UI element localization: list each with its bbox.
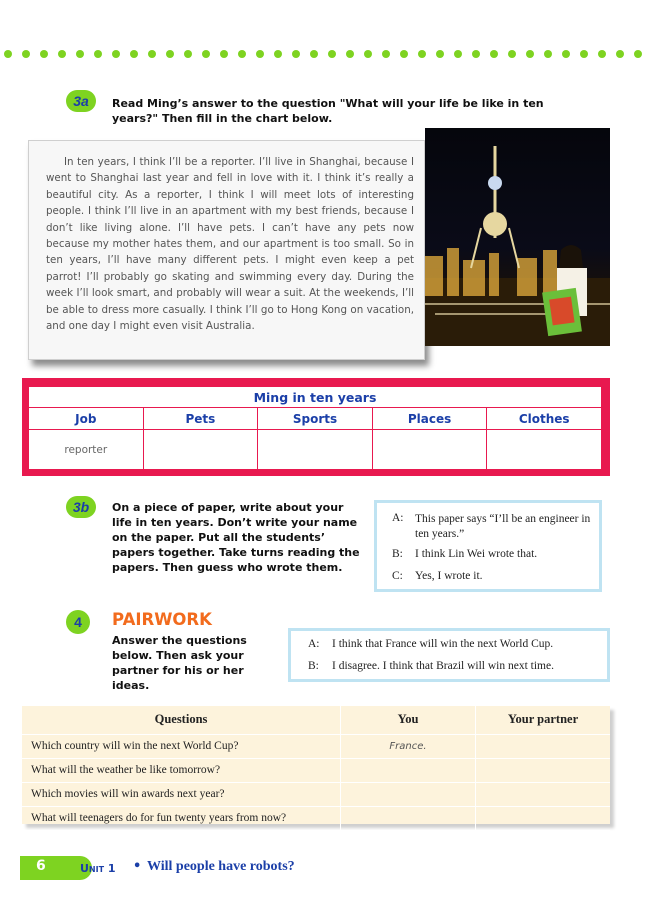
qtable-question-3: Which movies will win awards next year? <box>22 782 341 806</box>
footer-unit: Unit 1 <box>80 862 116 875</box>
qtable-header-questions: Questions <box>22 706 341 734</box>
questions-table <box>22 706 610 831</box>
footer-unit-title: Will people have robots? <box>147 859 295 874</box>
footer-bullet: • <box>133 859 142 874</box>
dialog-4-line-b: I disagree. I think that Brazil will win next time. <box>332 660 554 672</box>
dialog-4-speaker-a: A: <box>308 638 320 650</box>
qtable-answer-you-4[interactable] <box>341 806 476 830</box>
chart-header-job: Job <box>29 408 144 430</box>
dialog-3b-line-a: This paper says “I’ll be an engineer in ten years.” <box>415 513 591 540</box>
dialog-3b-speaker-c: C: <box>392 570 403 582</box>
top-dotted-border <box>0 48 650 60</box>
dialog-4-line-a: I think that France will win the next World Cup. <box>332 638 554 650</box>
pearl-tower-image <box>425 128 610 346</box>
qtable-answer-you-3[interactable] <box>341 782 476 806</box>
qtable-answer-partner-2[interactable] <box>476 758 611 782</box>
instruction-3a: Read Ming’s answer to the question "What will your life be like in ten years?" Then fill in the chart below. <box>112 97 544 125</box>
dialog-3b-speaker-a: A: <box>392 512 404 524</box>
qtable-answer-partner-4[interactable] <box>476 806 611 830</box>
qtable-header-you: You <box>341 706 476 734</box>
dialog-3b-line-b: I think Lin Wei wrote that. <box>415 548 538 560</box>
badge-3b: 3b <box>66 496 96 518</box>
chart-header-places: Places <box>372 408 487 430</box>
ming-chart <box>28 386 602 470</box>
badge-4: 4 <box>66 610 90 634</box>
chart-cell-job[interactable]: reporter <box>29 430 144 470</box>
dialog-3b-speaker-b: B: <box>392 548 403 560</box>
instruction-3b: On a piece of paper, write about your life in ten years. Don’t write your name on the paper. Put all the students’ papers together. Take turns reading the papers. Then guess who wrote them. <box>112 501 360 574</box>
page-number: 6 <box>36 858 46 874</box>
chart-cell-places[interactable] <box>372 430 487 470</box>
qtable-header-partner: Your partner <box>476 706 611 734</box>
badge-3a: 3a <box>66 90 96 112</box>
dialog-4 <box>288 628 610 682</box>
shanghai-photo <box>425 128 610 346</box>
qtable-answer-partner-3[interactable] <box>476 782 611 806</box>
qtable-answer-you-1[interactable]: France. <box>341 734 476 758</box>
chart-cell-sports[interactable] <box>258 430 373 470</box>
chart-header-clothes: Clothes <box>487 408 602 430</box>
qtable-answer-partner-1[interactable] <box>476 734 611 758</box>
reading-text: In ten years, I think I’ll be a reporter. I’ll live in Shanghai, because I went to Shanghai last year and fell in love with it. I think it’s really a beautiful city. As a reporter, I think I will meet lots of interesting people. I think I’ll live in an apartment with my best friends, because I don’t like living alone. I’ll have pets. I can’t have any pets now because my mother hates them, and our apartment is too small. So in ten years, I’ll have many different pets. I might even keep a pet parrot! I’ll probably go skating and swimming every day. During the week I’ll look smart, and probably will wear a suit. At the weekends, I’ll be able to dress more casually. I think I’ll go to Hong Kong on vacation, and one day I might even visit Australia. <box>46 156 414 333</box>
qtable-question-2: What will the weather be like tomorrow? <box>22 758 341 782</box>
instruction-4: Answer the questions below. Then ask your partner for his or her ideas. <box>112 634 247 692</box>
pairwork-title: PAIRWORK <box>112 610 212 629</box>
dialog-3b <box>374 500 602 592</box>
chart-title: Ming in ten years <box>29 387 602 408</box>
dialog-3b-line-c: Yes, I wrote it. <box>415 570 483 582</box>
chart-cell-clothes[interactable] <box>487 430 602 470</box>
dialog-4-speaker-b: B: <box>308 660 319 672</box>
qtable-question-4: What will teenagers do for fun twenty years from now? <box>22 806 341 830</box>
chart-cell-pets[interactable] <box>143 430 258 470</box>
chart-header-pets: Pets <box>143 408 258 430</box>
qtable-answer-you-2[interactable] <box>341 758 476 782</box>
chart-header-sports: Sports <box>258 408 373 430</box>
qtable-question-1: Which country will win the next World Cup? <box>22 734 341 758</box>
